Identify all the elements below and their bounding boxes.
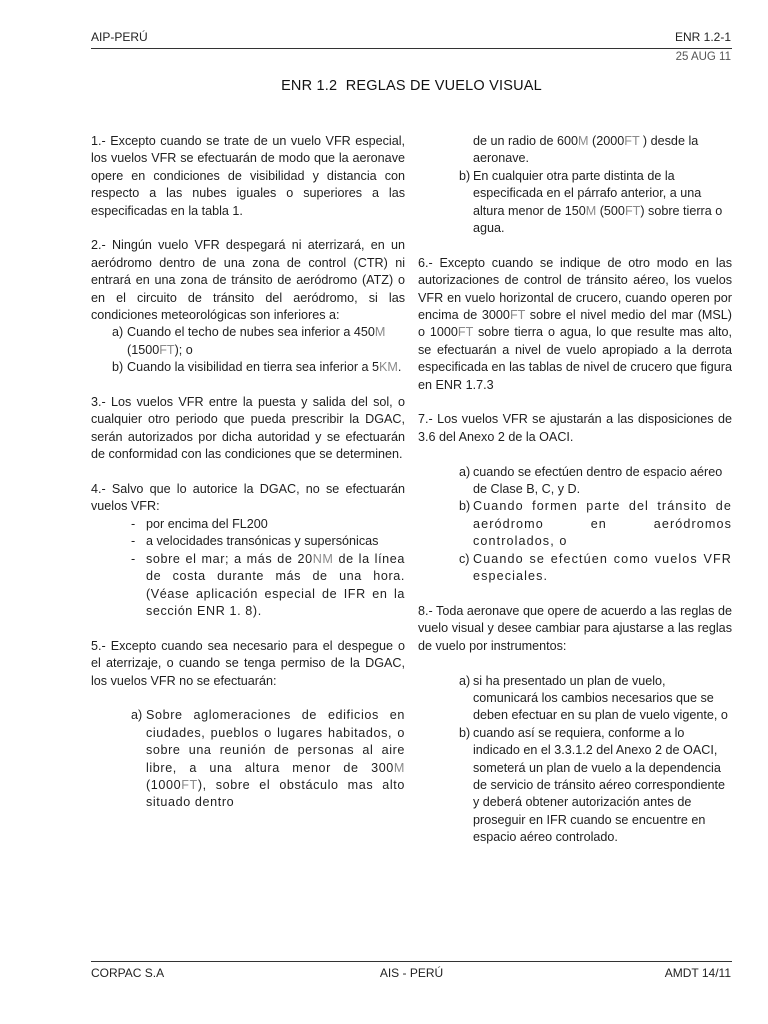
header-right: ENR 1.2-1 [674, 30, 731, 44]
unit-km: KM [379, 360, 398, 375]
item-text: (500 [596, 203, 625, 218]
unit-ft: FT [509, 308, 526, 323]
item-text: ) sobre tierra o agua. [473, 203, 723, 236]
footer-center: AIS - PERÚ [379, 966, 444, 980]
rule-text: sobre tierra o agua, lo que resulte mas alto, se efectuarán a nivel de vuelo apropiado a la derrota especificada en las tablas de nivel de crucero que figura en ENR 1.7.3 [418, 325, 732, 392]
rule-4: 4.- Salvo que lo autorice la DGAC, no se efectuarán vuelos VFR: [91, 482, 405, 514]
rule-8-item-b [418, 725, 732, 847]
rule-text: 6.- Excepto cuando se indique de otro modo en las autorizaciones de control de tránsito aéreo, los vuelos VFR en vuelo horizontal de crucero, cuando operen por encima de 3000 [418, 255, 732, 323]
unit-m: M [578, 134, 589, 148]
rule-7: 7.- Los vuelos VFR se ajustarán a las disposiciones de 3.6 del Anexo 2 de la OACI. [418, 412, 732, 444]
item-text: cuando así se requiera, conforme a lo indicado en el 3.3.1.2 del Anexo 2 de OACI, someterá un plan de vuelo a la dependencia de servicio de tránsito aéreo correspondiente y deberá obtener autorización antes de proseguir en IFR cuando se encuentre en espacio aéreo controlado. [473, 725, 726, 845]
header-date: 25 AUG 11 [675, 51, 731, 63]
item-text: de la línea de costa durante más de una hora. (Véase aplicación especial de IFR en la sección ENR 1. 8). [146, 551, 405, 618]
right-column [418, 133, 732, 847]
unit-ft: FT [181, 777, 198, 792]
dash-bullet: - [131, 551, 136, 566]
item-label: b) [459, 499, 471, 514]
item-text: (1500 [127, 342, 160, 357]
footer-left: CORPAC S.A [91, 966, 165, 980]
unit-ft: FT [159, 342, 175, 357]
rule-5-item-a [91, 707, 405, 811]
item-text: Sobre aglomeraciones de edificios en ciudades, pueblos o lugares habitados, o sobre una reunión de personas al aire libre, a una altura menor de 300 [146, 708, 405, 775]
item-text: ) desde la aeronave. [473, 134, 699, 166]
item-text: por encima del FL200 [146, 516, 268, 531]
item-text: Cuando el techo de nubes sea inferior a 450 [127, 325, 375, 340]
item-text: En cualquier otra parte distinta de la especificada en el párrafo anterior, a una altura menor de 150 [473, 168, 702, 218]
unit-ft: FT [624, 134, 640, 148]
item-text: si ha presentado un plan de vuelo, comunicará los cambios necesarios que se deben efectuar en su plan de vuelo vigente, o [473, 673, 728, 723]
header-left: AIP-PERÚ [91, 30, 148, 44]
rule-8-item-a [418, 673, 732, 725]
item-text: cuando se efectúen dentro de espacio aéreo de Clase B, C, y D. [473, 464, 723, 497]
item-label: b) [459, 168, 471, 183]
item-text: de un radio de 600 [473, 134, 579, 148]
unit-nm: NM [312, 551, 334, 566]
dash-bullet: - [131, 516, 136, 531]
item-label: a) [459, 673, 471, 688]
rule-5-item-a-continued [418, 133, 732, 168]
item-text: a velocidades transónicas y supersónicas [146, 534, 379, 549]
rule-8: 8.- Toda aeronave que opere de acuerdo a las reglas de vuelo visual y desee cambiar para ajustarse a las reglas de vuelo por instrumentos: [418, 603, 732, 653]
page-title: ENR 1.2 REGLAS DE VUELO VISUAL [281, 78, 542, 94]
left-column [91, 133, 405, 812]
item-text: (2000 [588, 134, 625, 148]
item-text: ); o [174, 342, 193, 357]
rule-text: sobre el nivel medio del mar (MSL) o 1000 [418, 308, 732, 340]
rule-7-item-c [418, 551, 732, 586]
rule-5-item-b [418, 168, 732, 238]
rule-7-item-b [418, 498, 732, 550]
rule-2-item-a [91, 324, 405, 359]
unit-ft: FT [624, 203, 641, 218]
rule-4-item-3 [91, 551, 405, 621]
rule-2: 2.- Ningún vuelo VFR despegará ni aterrizará, en un aeródromo dentro de una zona de control (CTR) ni entrará en una zona de tránsito de aeródromo (ATZ) o en el circuito de tránsito del aeródromo, si las condiciones meteorológicas son inferiores a: [91, 238, 405, 323]
item-label: b) [112, 360, 124, 375]
footer-right: AMDT 14/11 [664, 966, 731, 980]
unit-m: M [393, 760, 405, 775]
item-label: a) [459, 464, 471, 479]
item-text: (1000 [146, 777, 182, 792]
item-text: Cuando la visibilidad en tierra sea inferior a 5 [127, 360, 380, 375]
item-label: b) [459, 725, 471, 740]
item-text: ), sobre el obstáculo mas alto situado dentro [146, 777, 405, 810]
rule-4-item-1 [91, 516, 405, 533]
item-text: . [397, 360, 402, 375]
unit-m: M [374, 325, 386, 340]
header-rule [91, 48, 732, 49]
footer-rule [91, 961, 732, 962]
rule-6 [418, 255, 732, 394]
dash-bullet: - [131, 534, 136, 549]
item-text: Cuando se efectúen como vuelos VFR especiales. [473, 551, 732, 584]
rule-3: 3.- Los vuelos VFR entre la puesta y salida del sol, o cualquier otro periodo que pueda prescribir la DGAC, serán autorizados por dicha autoridad y se efectuarán de conformidad con las condiciones que se determinen. [91, 395, 405, 462]
unit-m: M [585, 203, 597, 218]
item-label: c) [459, 551, 470, 566]
rule-7-item-a [418, 464, 732, 499]
item-text: sobre el mar; a más de 20 [146, 551, 313, 566]
item-label: a) [112, 325, 124, 340]
rule-5: 5.- Excepto cuando sea necesario para el despegue o el aterrizaje, o cuando se tenga permiso de la DGAC, los vuelos VFR no se efectuarán: [91, 638, 405, 688]
item-text: Cuando formen parte del tránsito de aeródromo en aeródromos controlados, o [473, 499, 732, 549]
rule-2-item-b [91, 359, 405, 376]
item-label: a) [131, 708, 143, 723]
rule-4-item-2 [91, 533, 405, 550]
rule-1: 1.- Excepto cuando se trate de un vuelo VFR especial, los vuelos VFR se efectuarán de modo que la aeronave opere en condiciones de visibilidad y distancia con respecto a las nubes iguales o superiores a las especificadas en la tabla 1. [91, 134, 405, 218]
unit-ft: FT [457, 325, 474, 340]
